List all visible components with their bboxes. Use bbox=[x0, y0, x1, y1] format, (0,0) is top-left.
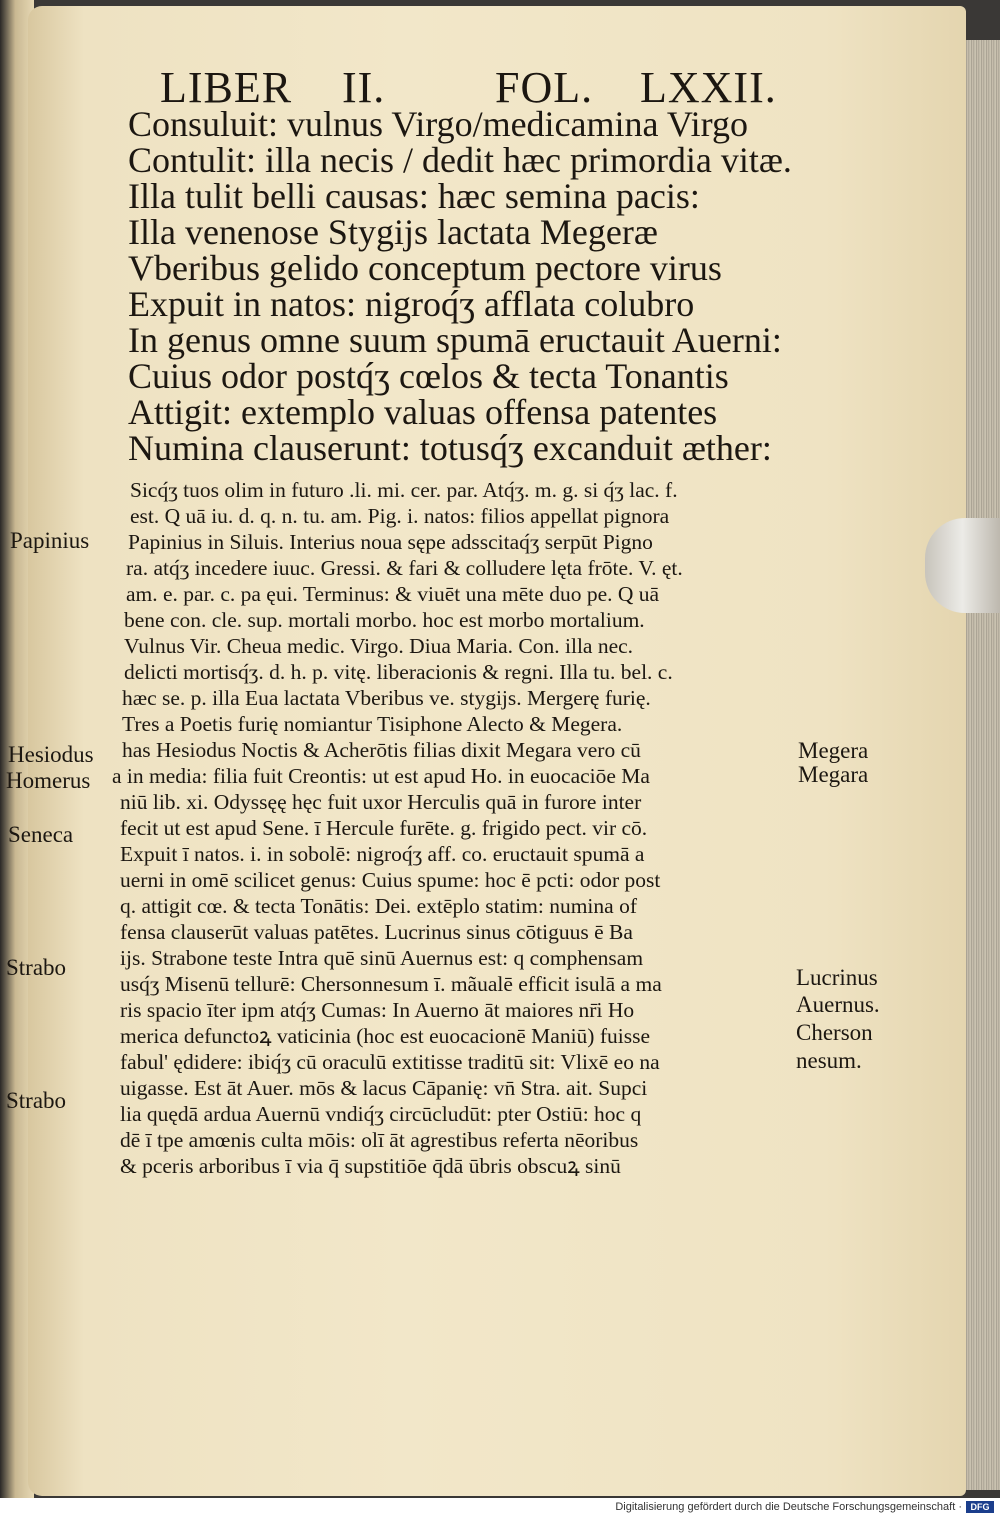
header-liber: LIBER bbox=[160, 63, 293, 112]
commentary-line: lia quędā ardua Auernū vndiq́ʒ circūcludūt: pter Ostiū: hoc q bbox=[120, 1102, 642, 1126]
commentary-line: has Hesiodus Noctis & Acherōtis filias dixit Megara vero cū bbox=[122, 738, 641, 762]
margin-note-seneca: Seneca bbox=[8, 822, 74, 847]
margin-note-megera: Megera bbox=[798, 738, 869, 763]
book-fore-edge bbox=[962, 40, 1000, 1490]
footer-text: Digitalisierung gefördert durch die Deutsche Forschungsgemeinschaft · bbox=[615, 1501, 962, 1513]
commentary-line: a in media: filia fuit Creontis: ut est apud Ho. in euocaciōe Ma bbox=[112, 764, 650, 788]
verse-line: Expuit in natos: nigroq́ʒ afflata colubro bbox=[128, 284, 695, 324]
margin-note-hesiodus: Hesiodus bbox=[8, 742, 94, 767]
commentary-line: fabul' ędidere: ibiq́ʒ cū oraculū extitisse traditū sit: Vlixē eo na bbox=[120, 1050, 660, 1074]
margin-note-homerus: Homerus bbox=[6, 768, 91, 793]
margin-note-auernus: Auernus. bbox=[796, 992, 880, 1017]
commentary-line: fecit ut est apud Sene. ī Hercule furēte. g. frigido pect. vir cō. bbox=[120, 816, 648, 840]
verse-line: Illa tulit belli causas: hæc semina pacis: bbox=[128, 176, 700, 216]
commentary-line: ris spacio īter ipm atq́ʒ Cumas: In Auerno āt maiores nr̄i Ho bbox=[120, 998, 635, 1022]
commentary-line: q. attigit cœ. & tecta Tonātis: Dei. extēplo statim: numina of bbox=[120, 894, 637, 918]
commentary-line: fensa clauserūt valuas patētes. Lucrinus sinus cōtiguus ē Ba bbox=[120, 920, 633, 944]
verse-line: Cuius odor postq́ʒ cœlos & tecta Tonantis bbox=[128, 356, 729, 396]
commentary-line: uigasse. Est āt Auer. mōs & lacus Cāpanię: vn̄ Stra. ait. Supci bbox=[120, 1076, 648, 1100]
margin-note-nesum: nesum. bbox=[796, 1048, 862, 1073]
commentary-line: delicti mortisq́ʒ. d. h. p. vitę. liberacionis & regni. Illa tu. bel. c. bbox=[124, 660, 673, 684]
commentary-line: hæc se. p. illa Eua lactata Vberibus ve. stygijs. Mergerę furię. bbox=[122, 686, 651, 710]
commentary-line: Sicq́ʒ tuos olim in futuro .li. mi. cer. par. Atq́ʒ. m. g. si q́ʒ lac. f. bbox=[130, 478, 678, 502]
commentary-line: niū lib. xi. Odyssęę hęc fuit uxor Herculis quā in furore inter bbox=[120, 790, 642, 814]
page-clip bbox=[925, 518, 1000, 613]
header-fol: FOL. bbox=[495, 63, 594, 112]
commentary-line: uerni in omē scilicet genus: Cuius spume: hoc ē pcti: odor post bbox=[120, 868, 661, 892]
verse-line: Attigit: extemplo valuas offensa patentes bbox=[128, 392, 718, 432]
margin-note-strabo: Strabo bbox=[6, 1088, 67, 1113]
verse-line: Contulit: illa necis / dedit hæc primordia vitæ. bbox=[128, 140, 792, 180]
margin-note-lucrinus: Lucrinus bbox=[796, 965, 878, 990]
margin-note-strabo: Strabo bbox=[6, 955, 67, 980]
commentary-line: ijs. Strabone teste Intra quē sinū Auernus est: q comphensam bbox=[120, 946, 644, 970]
commentary-line: Tres a Poetis furię nomiantur Tisiphone Alecto & Megera. bbox=[122, 712, 623, 736]
commentary-line: usq́ʒ Misenū tellurē: Chersonnesum ī. mãualē efficit isulā a ma bbox=[120, 972, 662, 996]
commentary-line: Expuit ī natos. i. in sobolē: nigroq́ʒ aff. co. eructauit spumā a bbox=[120, 842, 645, 866]
margin-note-megara: Megara bbox=[798, 762, 869, 787]
verse-line: Consuluit: vulnus Virgo/medicamina Virgo bbox=[128, 104, 749, 144]
commentary-line: ra. atq́ʒ incedere iuuc. Gressi. & fari & colludere lęta frōte. V. ęt. bbox=[126, 556, 683, 580]
commentary-line: am. e. par. c. pa ęui. Terminus: & viuēt una mēte duo pe. Q uā bbox=[126, 582, 660, 606]
dfg-logo-icon: DFG bbox=[966, 1501, 994, 1513]
footer-credit bbox=[0, 1498, 1000, 1517]
verse-line: Illa venenose Stygijs lactata Megeræ bbox=[128, 212, 658, 252]
commentary-line: merica defunctoꝝ vaticinia (hoc est euocacionē Maniū) fuisse bbox=[120, 1024, 651, 1048]
commentary-line: Vulnus Vir. Cheua medic. Virgo. Diua Maria. Con. illa nec. bbox=[124, 634, 634, 658]
commentary-line: bene con. cle. sup. mortali morbo. hoc est morbo mortalium. bbox=[124, 608, 645, 632]
margin-note-papinius: Papinius bbox=[10, 528, 90, 553]
commentary-line: est. Q uā iu. d. q. n. tu. am. Pig. i. natos: filios appellat pignora bbox=[130, 504, 670, 528]
verse-line: Numina clauserunt: totusq́ʒ excanduit æther: bbox=[128, 428, 772, 468]
commentary-line: & pceris arboribus ī via q̄ supstitiōe q̄dā ūbris obscuꝝ sinū bbox=[120, 1154, 621, 1178]
commentary-line: dē ī tpe amœnis culta mōis: olī āt agrestibus referta nēoribus bbox=[120, 1128, 639, 1152]
header-folio: LXXII. bbox=[640, 63, 777, 112]
header-book: II. bbox=[342, 63, 386, 112]
margin-note-cherson: Cherson bbox=[796, 1020, 873, 1045]
commentary-line: Papinius in Siluis. Interius noua sępe adsscitaq́ʒ serpūt Pigno bbox=[128, 530, 653, 554]
verse-line: Vberibus gelido conceptum pectore virus bbox=[128, 248, 722, 288]
verse-line: In genus omne suum spumā eructauit Auerni: bbox=[128, 320, 782, 360]
